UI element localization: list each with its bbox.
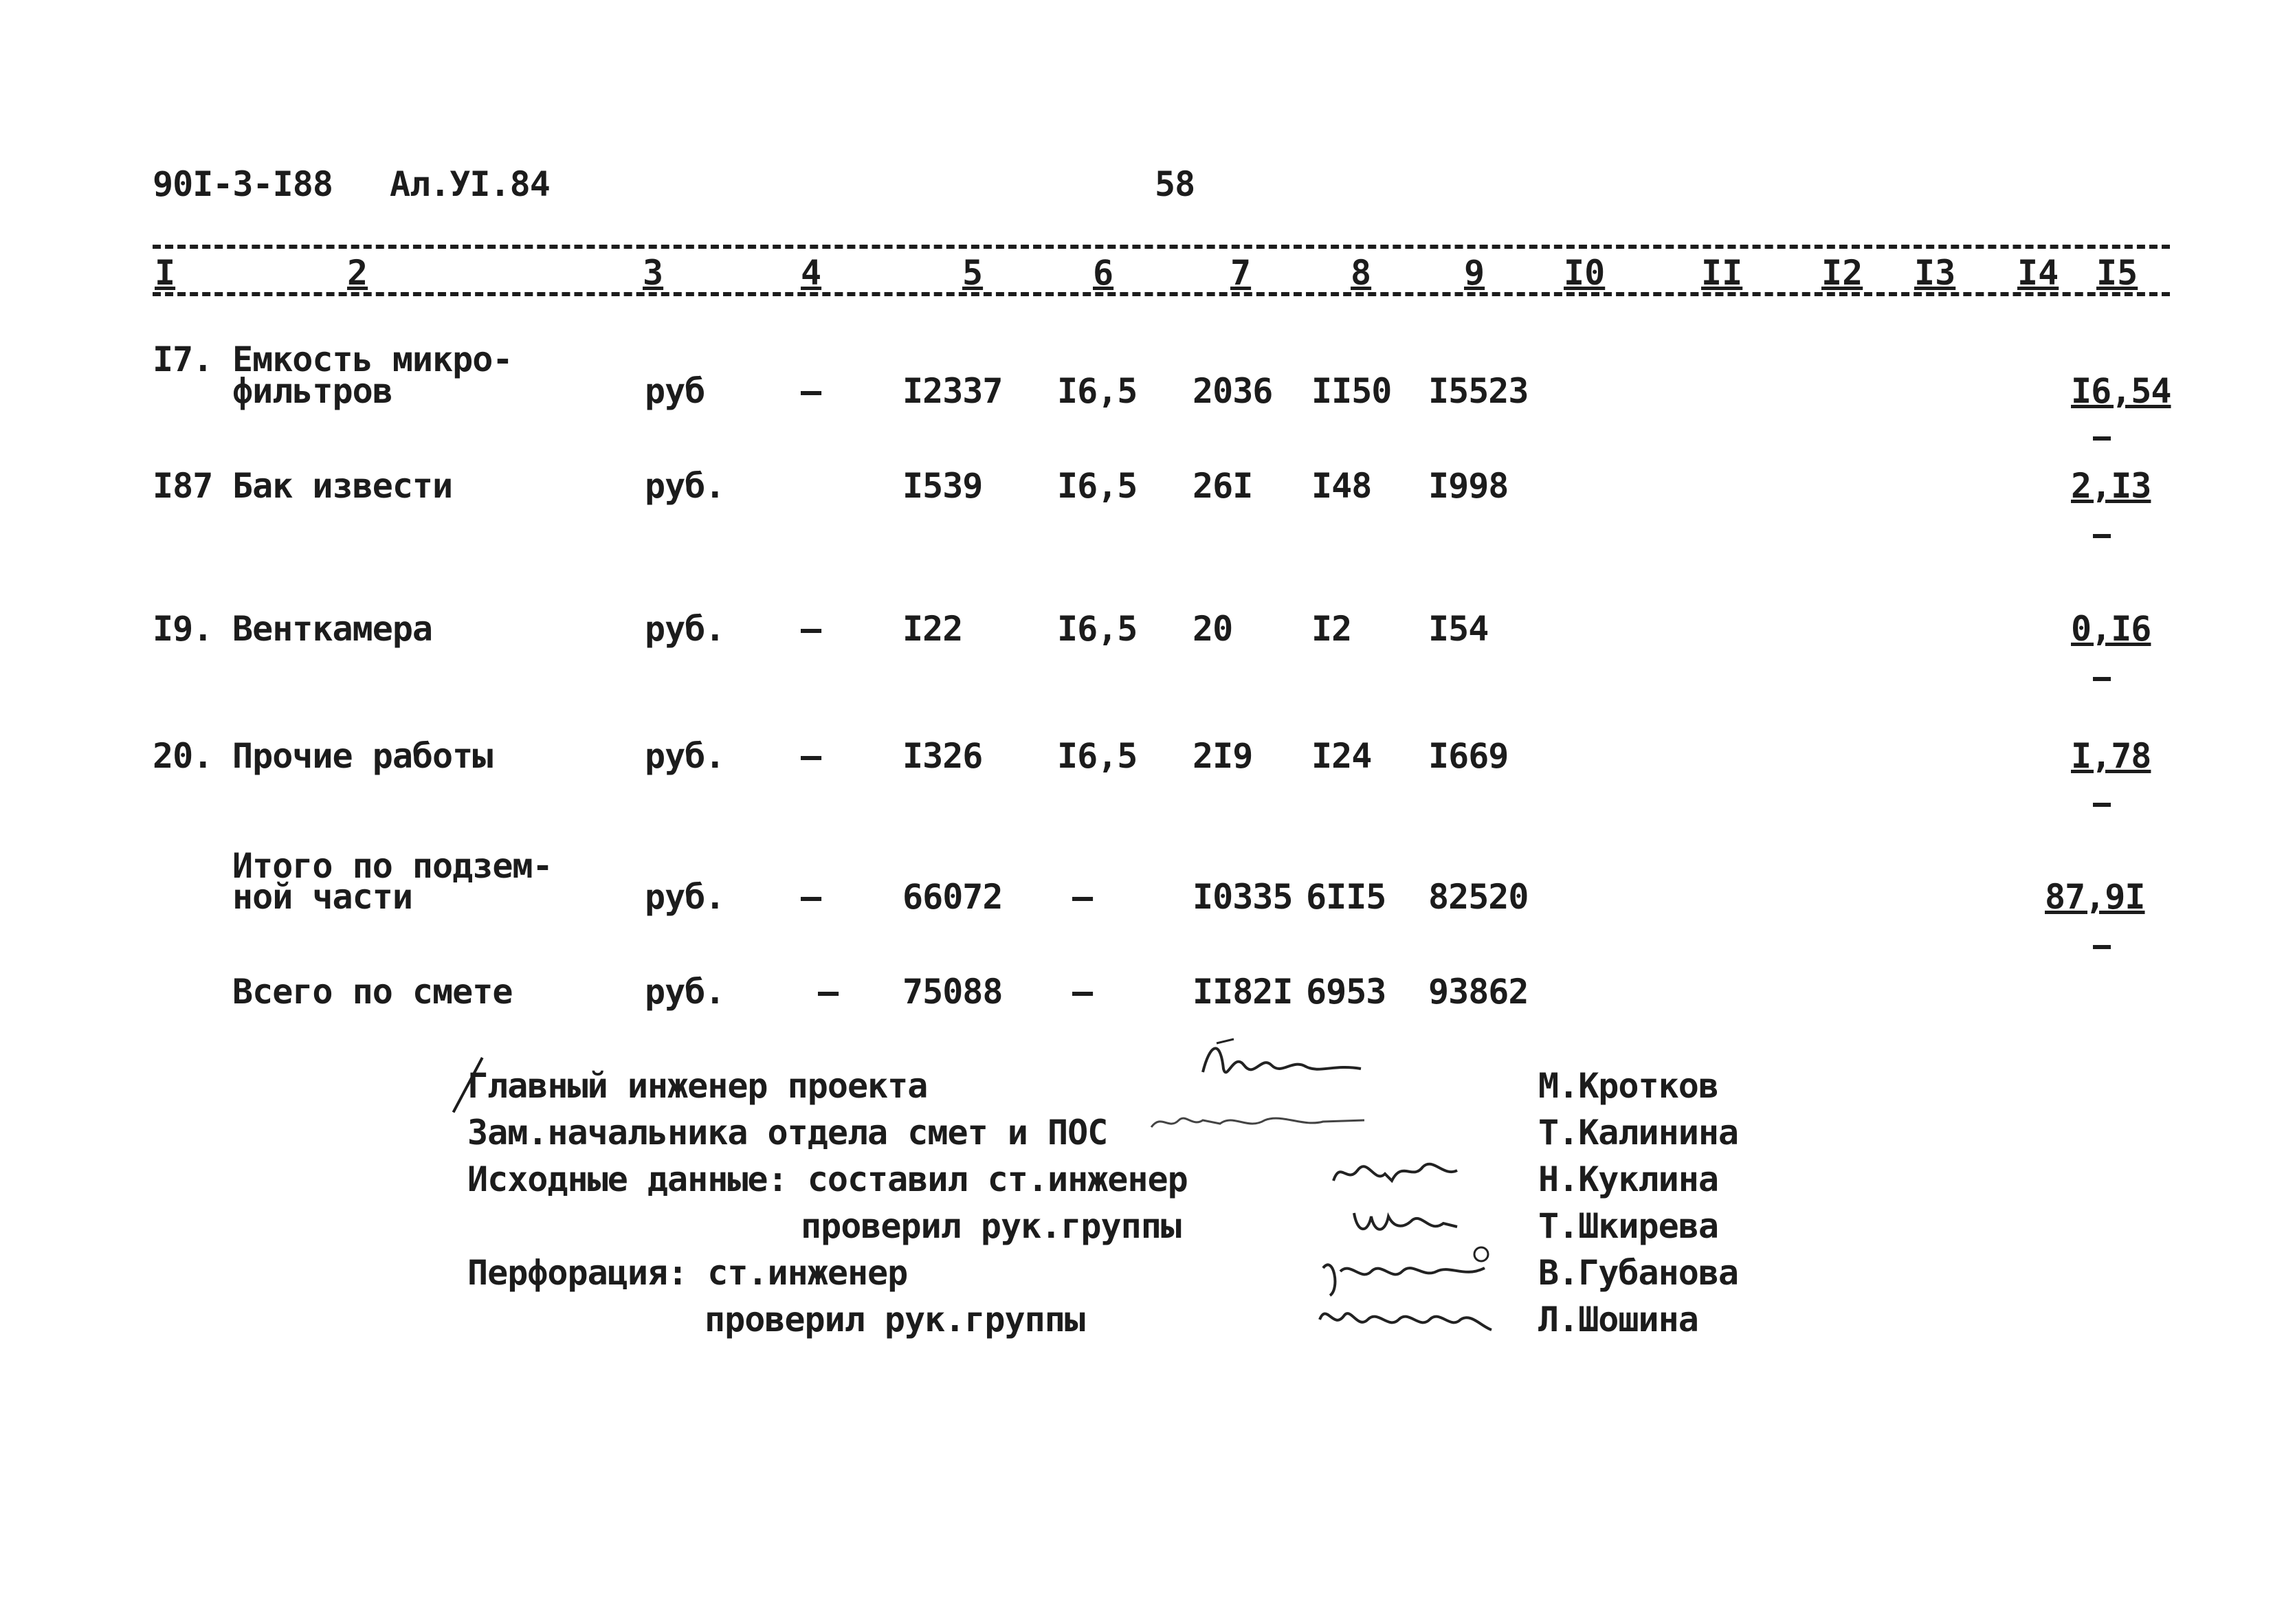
subtotal-col8: 6II5 (1306, 877, 1386, 917)
handwritten-signature-2 (1144, 1100, 1371, 1141)
handwritten-signature-4 (1347, 1196, 1464, 1244)
row-19-col9: I54 (1428, 609, 1489, 649)
row-17-unit: руб (645, 371, 705, 411)
total-col9: 93862 (1428, 972, 1529, 1012)
total-col4: – (818, 972, 839, 1012)
row-17-col9: I5523 (1428, 371, 1529, 411)
signature-name-krotkov: М.Кротков (1538, 1066, 1718, 1106)
row-20-col5: I326 (902, 736, 983, 776)
subtotal-name-line2: ной части (232, 877, 412, 917)
row-18-unit: руб. (645, 466, 725, 506)
col-header-5: 5 (962, 253, 984, 293)
row-20-col9: I669 (1428, 736, 1509, 776)
row-19-col6: I6,5 (1057, 609, 1138, 649)
row-17-col6: I6,5 (1057, 371, 1138, 411)
col-header-6: 6 (1093, 253, 1114, 293)
page-number: 58 (1155, 164, 1195, 204)
total-col5: 75088 (902, 972, 1003, 1012)
signature-role-chief-engineer: Главный инженер проекта (467, 1066, 928, 1106)
row-18-number: I87 (153, 466, 213, 506)
col-header-2: 2 (347, 253, 368, 293)
header-top-rule (153, 245, 2170, 249)
col-header-8: 8 (1351, 253, 1372, 293)
col-header-1: I (155, 253, 176, 293)
row-20-col4: – (801, 736, 821, 776)
total-name: Всего по смете (232, 972, 513, 1012)
total-col8: 6953 (1306, 972, 1386, 1012)
subtotal-col4: – (801, 877, 821, 917)
row-19-name: Венткамера (232, 609, 433, 649)
album-number: Ал.УI.84 (390, 164, 550, 204)
row-19-unit: руб. (645, 609, 725, 649)
signature-name-shkireva: Т.Шкирева (1538, 1206, 1718, 1246)
row-19-number: I9. (153, 609, 213, 649)
subtotal-col9: 82520 (1428, 877, 1529, 917)
col-header-12: I2 (1821, 253, 1863, 293)
row-18-col8: I48 (1311, 466, 1372, 506)
row-18-name: Бак извести (232, 466, 453, 506)
row-20-name: Прочие работы (232, 736, 493, 776)
col-header-13: I3 (1914, 253, 1956, 293)
row-17-col8: II50 (1311, 371, 1392, 411)
row-20-col8: I24 (1311, 736, 1372, 776)
row-17-number: I7. (153, 340, 213, 379)
row-17-col7: 2036 (1193, 371, 1273, 411)
signature-role-source-checked: проверил рук.группы (801, 1206, 1181, 1246)
row-19-col15-sub (2093, 677, 2111, 681)
subtotal-col5: 66072 (902, 877, 1003, 917)
row-17-name-line1: Емкость микро- (232, 340, 513, 379)
row-20-col6: I6,5 (1057, 736, 1138, 776)
row-20-unit: руб. (645, 736, 725, 776)
signature-name-kuklina: Н.Куклина (1538, 1159, 1718, 1199)
col-header-11: II (1701, 253, 1743, 293)
row-18-col5: I539 (902, 466, 983, 506)
row-18-col6: I6,5 (1057, 466, 1138, 506)
row-19-col15: 0,I6 (2071, 609, 2151, 649)
total-col6: – (1072, 972, 1093, 1012)
row-19-col5: I22 (902, 609, 963, 649)
signature-role-perforation: Перфорация: ст.инженер (467, 1253, 908, 1293)
row-18-col9: I998 (1428, 466, 1509, 506)
row-20-col7: 2I9 (1193, 736, 1253, 776)
row-20-col15-sub (2093, 803, 2111, 807)
signature-role-deputy-head: Зам.начальника отдела смет и ПОС (467, 1113, 1108, 1153)
total-unit: руб. (645, 972, 725, 1012)
subtotal-col6: – (1072, 877, 1093, 917)
col-header-14: I4 (2017, 253, 2059, 293)
subtotal-col15: 87,9I (2045, 877, 2145, 917)
row-19-col7: 20 (1193, 609, 1233, 649)
col-header-15: I5 (2096, 253, 2138, 293)
signature-role-perforation-checked: проверил рук.группы (705, 1300, 1085, 1339)
signature-role-source-data: Исходные данные: составил ст.инженер (467, 1159, 1188, 1199)
row-19-col4: – (801, 609, 821, 649)
col-header-3: 3 (643, 253, 664, 293)
row-18-col15: 2,I3 (2071, 466, 2151, 506)
signature-name-gubanova: В.Губанова (1538, 1253, 1739, 1293)
header-bottom-rule (153, 292, 2170, 296)
col-header-9: 9 (1464, 253, 1485, 293)
row-17-col15-sub (2093, 436, 2111, 441)
handwritten-signature-1 (1196, 1031, 1375, 1093)
row-20-col15: I,78 (2071, 736, 2151, 776)
col-header-4: 4 (801, 253, 822, 293)
total-col7: II82I (1193, 972, 1293, 1012)
subtotal-name-line1: Итого по подзем- (232, 846, 553, 886)
handwritten-signature-6 (1313, 1292, 1498, 1340)
row-20-number: 20. (153, 736, 213, 776)
col-header-7: 7 (1230, 253, 1252, 293)
col-header-10: I0 (1564, 253, 1606, 293)
handwritten-signature-3 (1327, 1146, 1464, 1194)
signature-name-kalinina: Т.Калинина (1538, 1113, 1739, 1153)
row-17-name-line2: фильтров (232, 371, 392, 411)
subtotal-unit: руб. (645, 877, 725, 917)
subtotal-col7: I0335 (1193, 877, 1293, 917)
row-19-col8: I2 (1311, 609, 1352, 649)
document-code: 90I-3-I88 (153, 164, 333, 204)
subtotal-col15-sub (2093, 945, 2111, 949)
row-17-col15: I6,54 (2071, 371, 2171, 411)
signature-name-shoshina: Л.Шошина (1538, 1300, 1698, 1339)
row-17-col5: I2337 (902, 371, 1003, 411)
row-17-col4: – (801, 371, 821, 411)
row-18-col15-sub (2093, 534, 2111, 538)
row-18-col7: 26I (1193, 466, 1253, 506)
